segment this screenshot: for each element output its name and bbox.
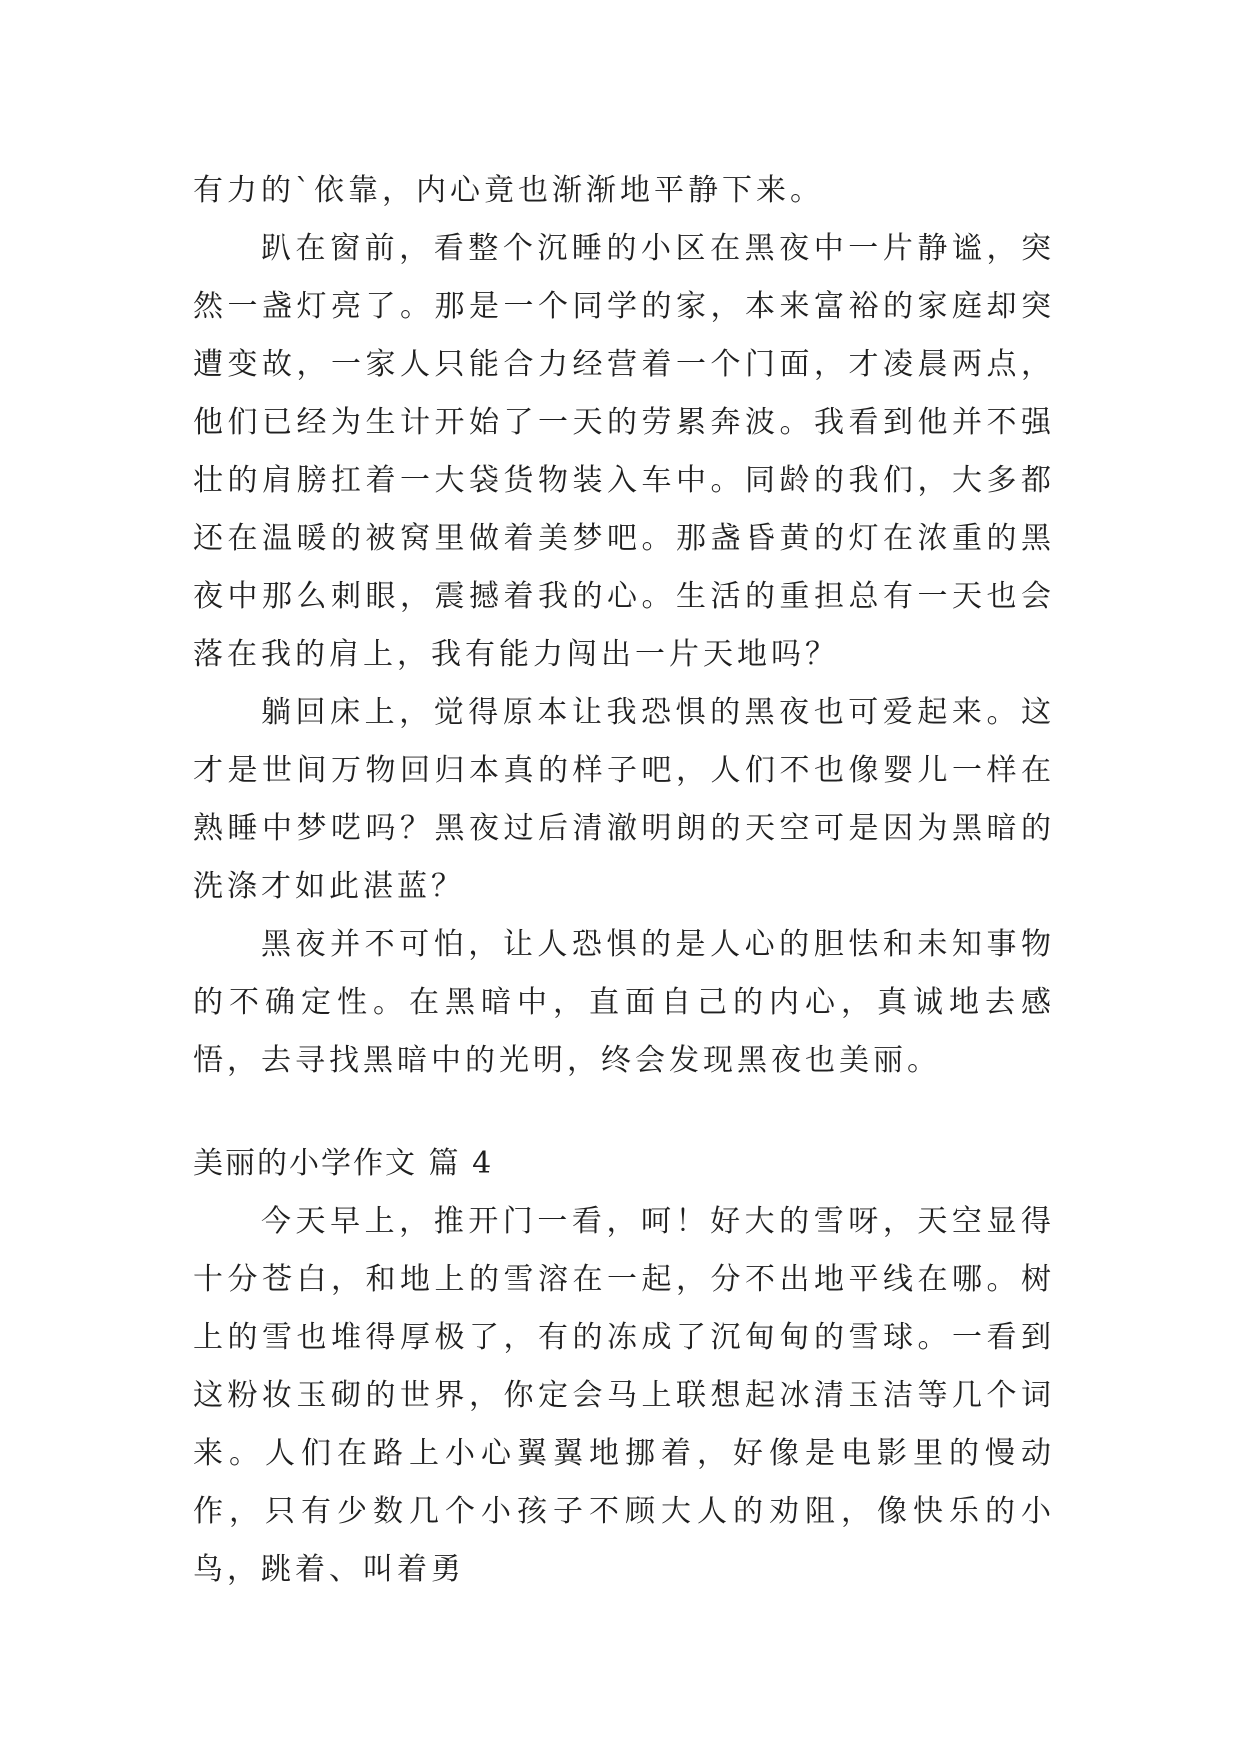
paragraph-window-scene: 趴在窗前，看整个沉睡的小区在黑夜中一片静谧，突然一盏灯亮了。那是一个同学的家，本来富裕的家庭却突遭变故，一家人只能合力经营着一个门面，才凌晨两点，他们已经为生计开始了一天的劳累奔波。我看到他并不强壮的肩膀扛着一大袋货物装入车中。同龄的我们，大多都还在温暖的被窝里做着美梦吧。那盏昏黄的灯在浓重的黑夜中那么刺眼，震撼着我的心。生活的重担总有一天也会落在我的肩上，我有能力闯出一片天地吗？	[193, 231, 1055, 672]
paragraph-snow-morning: 今天早上，推开门一看，呵！好大的雪呀，天空显得十分苍白，和地上的雪溶在一起，分不出地平线在哪。树上的雪也堆得厚极了，有的冻成了沉甸甸的雪球。一看到这粉妆玉砌的世界，你定会马上联想起冰清玉洁等几个词来。人们在路上小心翼翼地挪着，好像是电影里的慢动作，只有少数几个小孩子不顾大人的劝阻，像快乐的小鸟，跳着、叫着勇	[193, 1204, 1055, 1587]
document-body	[193, 162, 1055, 1599]
section-heading: 美丽的小学作文 篇 4	[193, 1146, 494, 1181]
paragraph-continuation: 有力的`依靠，内心竟也渐渐地平静下来。	[193, 173, 824, 208]
paragraph-conclusion: 黑夜并不可怕，让人恐惧的是人心的胆怯和未知事物的不确定性。在黑暗中，直面自己的内心，真诚地去感悟，去寻找黑暗中的光明，终会发现黑夜也美丽。	[193, 927, 1055, 1078]
paragraph-back-to-bed: 躺回床上，觉得原本让我恐惧的黑夜也可爱起来。这才是世间万物回归本真的样子吧，人们不也像婴儿一样在熟睡中梦呓吗？黑夜过后清澈明朗的天空可是因为黑暗的洗涤才如此湛蓝？	[193, 695, 1055, 904]
